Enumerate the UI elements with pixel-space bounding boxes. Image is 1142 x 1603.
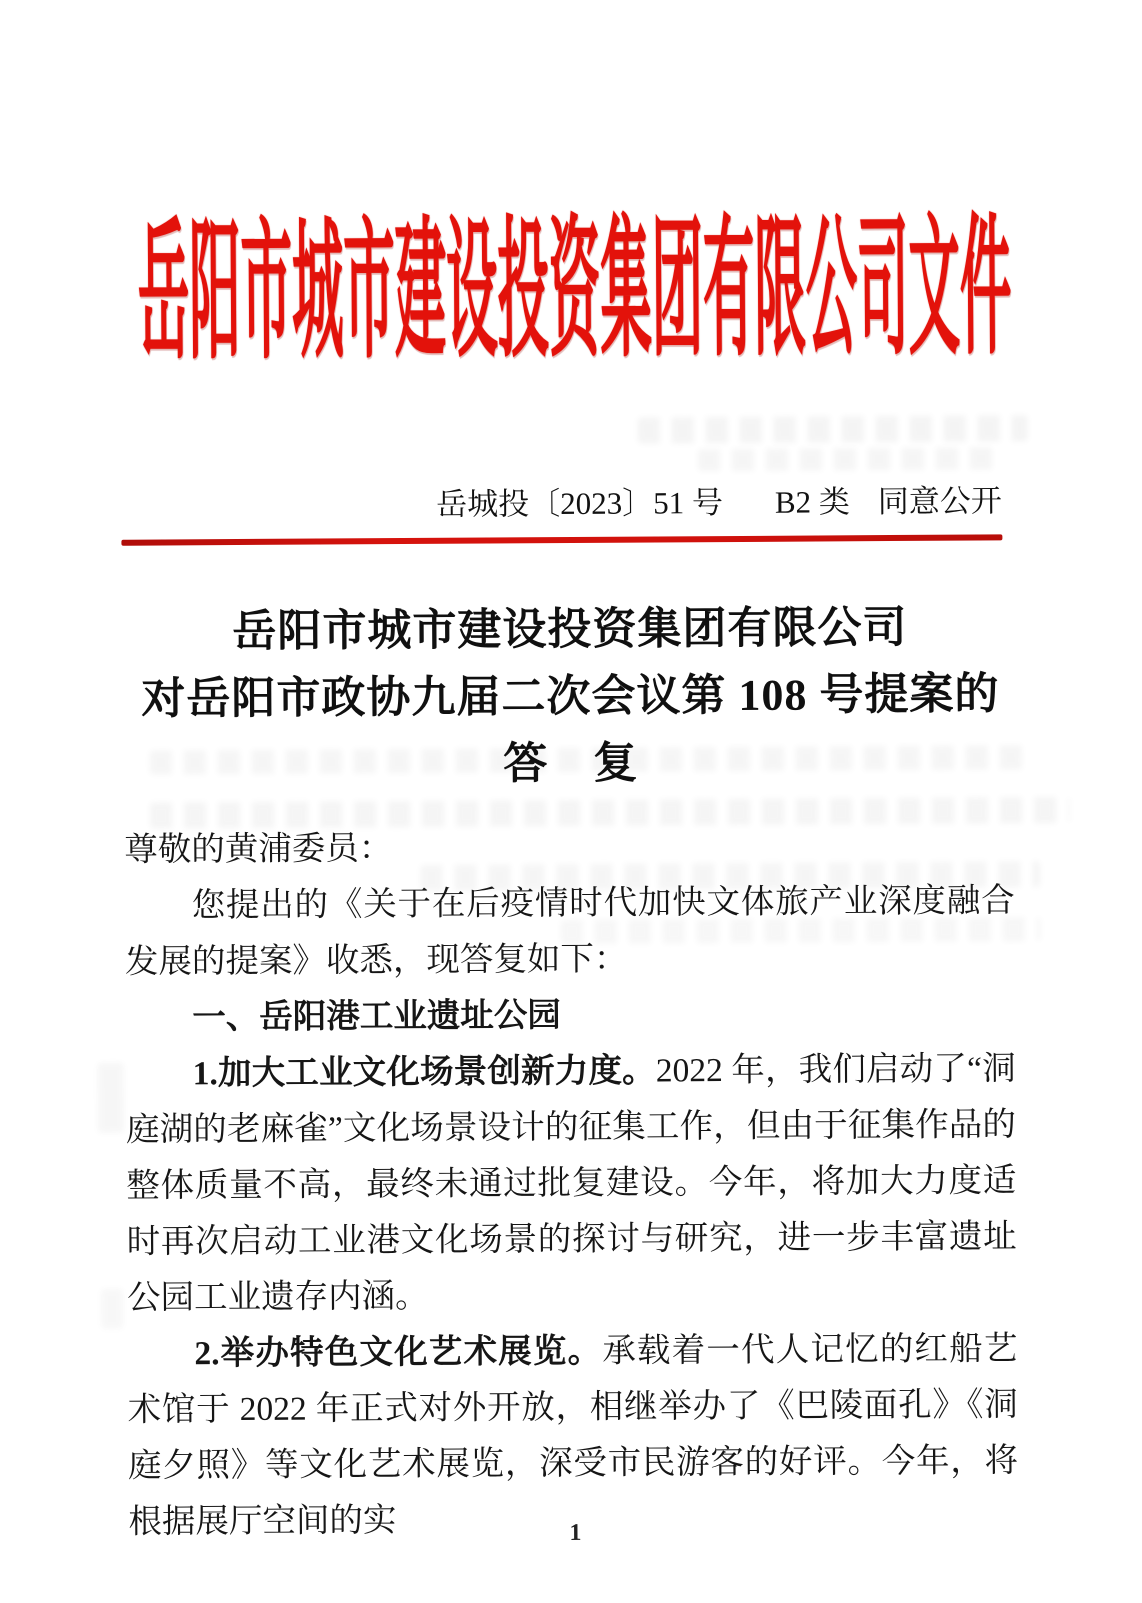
bleed-through-artifact	[698, 447, 998, 471]
letterhead-title: 岳阳市城市建设投资集团有限公司文件	[137, 204, 1012, 378]
bleed-through-artifact	[98, 1063, 124, 1133]
page-number: 1	[569, 1519, 582, 1547]
paragraph2-text: 承载着一代人记忆的红船艺术馆于 2022 年正式对外开放，相继举办了《巴陵面孔》《洞庭夕照》等文化艺术展览，深受市民游客的好评。今年，将根据展厅空间的实	[127, 1330, 1019, 1541]
intro-paragraph: 您提出的《关于在后疫情时代加快文体旅产业深度融合发展的提案》收悉，现答复如下：	[124, 882, 1015, 981]
document-meta-line	[436, 481, 1006, 524]
salutation: 尊敬的黄浦委员：	[124, 830, 393, 869]
document-title-line3: 答 复	[503, 738, 639, 789]
section1-heading: 一、岳阳港工业遗址公园	[192, 997, 561, 1037]
document-number: 岳城投〔2023〕51 号	[436, 485, 724, 522]
document-body	[124, 817, 1018, 1550]
bleed-through-artifact	[638, 415, 1028, 443]
letterhead-banner	[137, 204, 1018, 378]
document-class: B2 类	[774, 484, 850, 520]
section1-paragraph2	[127, 1321, 1018, 1550]
section1-paragraph1	[125, 1041, 1017, 1326]
document-title	[70, 593, 1071, 800]
red-separator-rule	[121, 534, 1002, 545]
paragraph2-lead: 2.举办特色文化艺术展览。	[194, 1332, 603, 1373]
document-title-line1: 岳阳市城市建设投资集团有限公司	[232, 602, 908, 657]
bleed-through-artifact	[101, 1289, 123, 1329]
paragraph1-lead: 1.加大工业文化场景创新力度。	[192, 1052, 656, 1093]
paragraph1-text: 2022 年，我们启动了“洞庭湖的老麻雀”文化场景设计的征集工作，但由于征集作品的整体质量不高，最终未通过批复建设。今年，将加大力度适时再次启动工业港文化场景的探讨与研究，进一步丰富遗址公园工业遗存内涵。	[125, 1050, 1017, 1317]
document-title-line2: 对岳阳市政协九届二次会议第 108 号提案的	[141, 669, 1000, 724]
publicity-label: 同意公开	[877, 483, 1002, 520]
